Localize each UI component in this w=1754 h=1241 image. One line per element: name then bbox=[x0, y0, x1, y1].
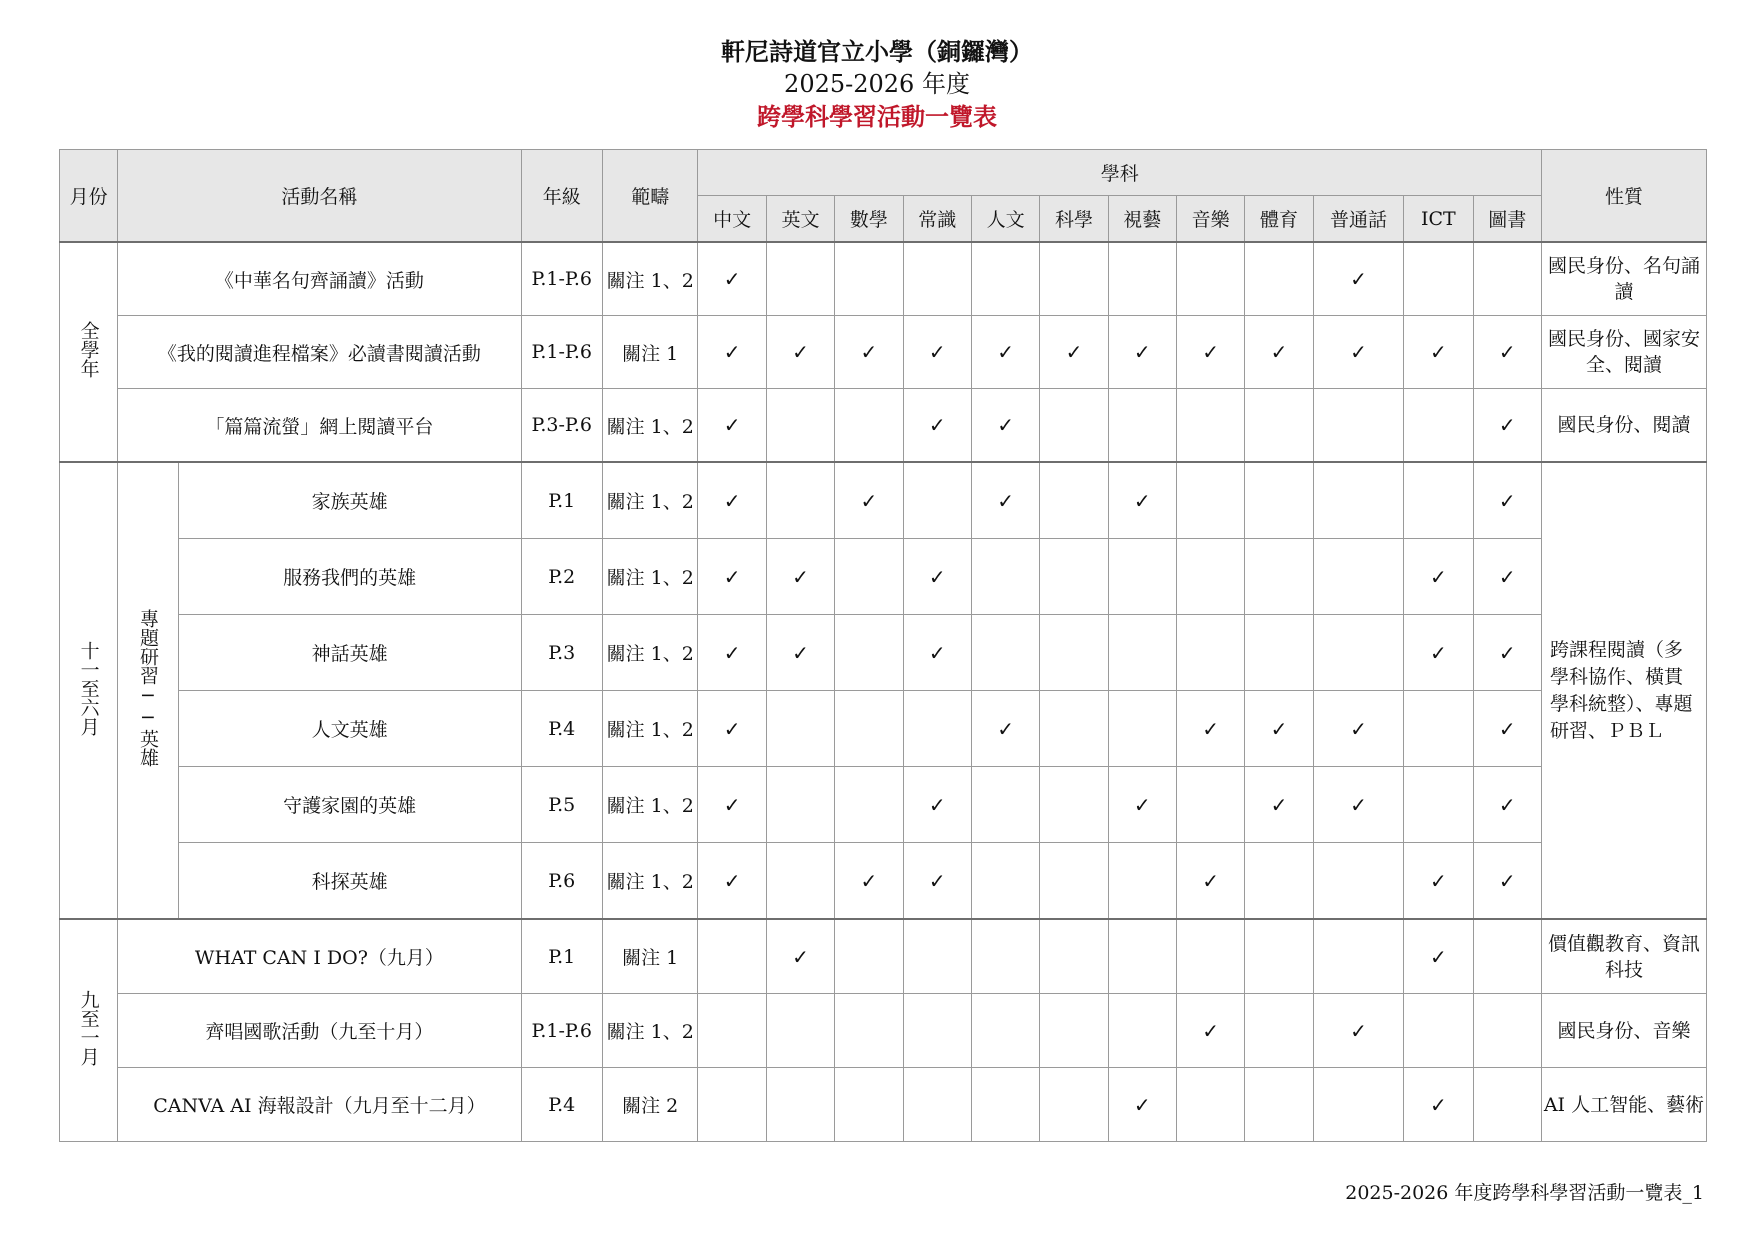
col-subject: 數學 bbox=[835, 196, 903, 243]
grade-cell: P.4 bbox=[521, 691, 602, 767]
subject-check: ✓ bbox=[1245, 767, 1313, 843]
subject-check bbox=[1245, 919, 1313, 994]
subject-check bbox=[1404, 691, 1473, 767]
subject-check: ✓ bbox=[903, 389, 971, 463]
subject-check bbox=[1176, 919, 1244, 994]
subject-check: ✓ bbox=[903, 843, 971, 920]
grade-cell: P.1 bbox=[521, 919, 602, 994]
subject-check: ✓ bbox=[1108, 316, 1176, 389]
subject-check bbox=[1176, 615, 1244, 691]
table-row bbox=[60, 767, 1707, 843]
table-row bbox=[60, 539, 1707, 615]
subject-check bbox=[766, 389, 834, 463]
subject-check: ✓ bbox=[1404, 843, 1473, 920]
col-subject: ICT bbox=[1404, 196, 1473, 243]
subject-check: ✓ bbox=[698, 242, 766, 316]
section-project-learning bbox=[60, 462, 1707, 919]
subject-check: ✓ bbox=[766, 539, 834, 615]
nature-cell: 國民身份、音樂 bbox=[1541, 994, 1706, 1068]
subject-check: ✓ bbox=[971, 462, 1039, 539]
subject-check bbox=[835, 691, 903, 767]
subject-check bbox=[903, 994, 971, 1068]
month-cell: 九至一月 bbox=[60, 919, 118, 1142]
activity-name: 神話英雄 bbox=[178, 615, 521, 691]
activity-name: 《我的閱讀進程檔案》必讀書閱讀活動 bbox=[118, 316, 521, 389]
subject-check bbox=[1040, 539, 1108, 615]
section-full-year bbox=[60, 242, 1707, 462]
document-header bbox=[0, 36, 1754, 134]
subject-check: ✓ bbox=[1473, 691, 1541, 767]
subject-check bbox=[903, 919, 971, 994]
col-grade: 年級 bbox=[521, 150, 602, 243]
table-row bbox=[60, 919, 1707, 994]
subject-check: ✓ bbox=[698, 843, 766, 920]
nature-cell: 跨課程閱讀（多學科協作、橫貫學科統整）、專題研習、ＰＢＬ bbox=[1541, 462, 1706, 919]
subject-check bbox=[835, 389, 903, 463]
subject-check: ✓ bbox=[1473, 316, 1541, 389]
col-subject: 體育 bbox=[1245, 196, 1313, 243]
subject-check bbox=[1473, 1068, 1541, 1142]
subject-check bbox=[971, 615, 1039, 691]
subject-check bbox=[1040, 462, 1108, 539]
col-scope: 範疇 bbox=[602, 150, 698, 243]
subject-check: ✓ bbox=[1404, 539, 1473, 615]
subject-check bbox=[1040, 919, 1108, 994]
table-row bbox=[60, 242, 1707, 316]
activity-name: 「篇篇流螢」網上閱讀平台 bbox=[118, 389, 521, 463]
subject-check: ✓ bbox=[1108, 462, 1176, 539]
school-name: 軒尼詩道官立小學（銅鑼灣） bbox=[721, 37, 1033, 66]
subject-check: ✓ bbox=[1108, 767, 1176, 843]
subject-check: ✓ bbox=[903, 316, 971, 389]
subject-check bbox=[1245, 994, 1313, 1068]
col-subject: 普通話 bbox=[1313, 196, 1403, 243]
subject-check bbox=[971, 1068, 1039, 1142]
subject-check bbox=[1245, 389, 1313, 463]
subject-check bbox=[1176, 539, 1244, 615]
subject-check bbox=[766, 767, 834, 843]
subject-check: ✓ bbox=[698, 615, 766, 691]
subject-check: ✓ bbox=[1473, 843, 1541, 920]
table-row bbox=[60, 1068, 1707, 1142]
subject-check bbox=[1313, 389, 1403, 463]
subject-check: ✓ bbox=[1040, 316, 1108, 389]
subject-check: ✓ bbox=[1404, 1068, 1473, 1142]
table-row bbox=[60, 691, 1707, 767]
col-activity: 活動名稱 bbox=[118, 150, 521, 243]
subject-check: ✓ bbox=[698, 462, 766, 539]
table-header bbox=[60, 150, 1707, 243]
subject-check: ✓ bbox=[903, 767, 971, 843]
subject-check bbox=[1313, 462, 1403, 539]
subject-check bbox=[971, 539, 1039, 615]
subject-check bbox=[1108, 919, 1176, 994]
subject-check: ✓ bbox=[1404, 316, 1473, 389]
subject-check bbox=[903, 242, 971, 316]
subject-check bbox=[903, 691, 971, 767]
subject-check bbox=[1404, 389, 1473, 463]
subject-check bbox=[1040, 994, 1108, 1068]
subject-check bbox=[1040, 767, 1108, 843]
subject-check bbox=[1313, 1068, 1403, 1142]
col-subject: 中文 bbox=[698, 196, 766, 243]
subject-check bbox=[971, 242, 1039, 316]
subject-check bbox=[1040, 615, 1108, 691]
subject-check bbox=[1313, 919, 1403, 994]
activity-name: 服務我們的英雄 bbox=[178, 539, 521, 615]
subject-check bbox=[1040, 242, 1108, 316]
col-subject: 科學 bbox=[1040, 196, 1108, 243]
subject-check: ✓ bbox=[766, 615, 834, 691]
subject-check bbox=[1108, 539, 1176, 615]
subject-check bbox=[835, 767, 903, 843]
activity-name: 家族英雄 bbox=[178, 462, 521, 539]
col-month: 月份 bbox=[60, 150, 118, 243]
scope-cell: 關注 1、2 bbox=[602, 462, 698, 539]
activity-name: WHAT CAN I DO?（九月） bbox=[118, 919, 521, 994]
subject-check bbox=[1040, 691, 1108, 767]
subject-check bbox=[971, 843, 1039, 920]
subject-check bbox=[766, 242, 834, 316]
subject-check bbox=[835, 539, 903, 615]
subject-check bbox=[903, 1068, 971, 1142]
activity-name: 人文英雄 bbox=[178, 691, 521, 767]
subject-check: ✓ bbox=[1404, 615, 1473, 691]
nature-cell: 國民身份、名句誦讀 bbox=[1541, 242, 1706, 316]
subject-check: ✓ bbox=[1473, 389, 1541, 463]
subject-check bbox=[1245, 843, 1313, 920]
subject-check: ✓ bbox=[835, 316, 903, 389]
nature-cell: AI 人工智能、藝術 bbox=[1541, 1068, 1706, 1142]
subject-check bbox=[1176, 1068, 1244, 1142]
grade-cell: P.2 bbox=[521, 539, 602, 615]
subject-check: ✓ bbox=[1108, 1068, 1176, 1142]
subject-check bbox=[1313, 615, 1403, 691]
scope-cell: 關注 1、2 bbox=[602, 767, 698, 843]
subject-check bbox=[835, 1068, 903, 1142]
subject-check: ✓ bbox=[1176, 316, 1244, 389]
subject-check: ✓ bbox=[698, 767, 766, 843]
subject-check: ✓ bbox=[1176, 691, 1244, 767]
subject-check bbox=[1473, 242, 1541, 316]
subject-check bbox=[1404, 767, 1473, 843]
grade-cell: P.1-P.6 bbox=[521, 316, 602, 389]
subject-check bbox=[1176, 462, 1244, 539]
subject-check bbox=[1245, 1068, 1313, 1142]
scope-cell: 關注 1、2 bbox=[602, 389, 698, 463]
nature-cell: 國民身份、閱讀 bbox=[1541, 389, 1706, 463]
subject-check: ✓ bbox=[971, 389, 1039, 463]
subject-check bbox=[1473, 919, 1541, 994]
school-year: 2025-2026 年度 bbox=[784, 70, 970, 98]
table-row bbox=[60, 316, 1707, 389]
subject-check: ✓ bbox=[835, 462, 903, 539]
scope-cell: 關注 1 bbox=[602, 316, 698, 389]
scope-cell: 關注 1、2 bbox=[602, 539, 698, 615]
subject-check bbox=[1108, 389, 1176, 463]
grade-cell: P.3 bbox=[521, 615, 602, 691]
subject-check bbox=[1108, 691, 1176, 767]
col-subject: 音樂 bbox=[1176, 196, 1244, 243]
subject-check bbox=[698, 919, 766, 994]
subject-check bbox=[1404, 242, 1473, 316]
grade-cell: P.6 bbox=[521, 843, 602, 920]
scope-cell: 關注 1 bbox=[602, 919, 698, 994]
activity-name: 科探英雄 bbox=[178, 843, 521, 920]
scope-cell: 關注 1、2 bbox=[602, 242, 698, 316]
subject-check: ✓ bbox=[971, 691, 1039, 767]
scope-cell: 關注 1、2 bbox=[602, 994, 698, 1068]
subject-check: ✓ bbox=[1313, 994, 1403, 1068]
subject-check: ✓ bbox=[698, 691, 766, 767]
subject-check bbox=[1176, 242, 1244, 316]
subject-check bbox=[1473, 994, 1541, 1068]
subject-check: ✓ bbox=[835, 843, 903, 920]
col-subject: 視藝 bbox=[1108, 196, 1176, 243]
group-cell: 專題研習──英雄 bbox=[118, 462, 178, 919]
document-title: 跨學科學習活動一覽表 bbox=[757, 102, 997, 131]
subject-check bbox=[971, 994, 1039, 1068]
nature-cell: 國民身份、國家安全、閱讀 bbox=[1541, 316, 1706, 389]
subject-check: ✓ bbox=[766, 316, 834, 389]
col-subject: 人文 bbox=[971, 196, 1039, 243]
subject-check bbox=[1404, 994, 1473, 1068]
subject-check bbox=[698, 1068, 766, 1142]
grade-cell: P.1-P.6 bbox=[521, 242, 602, 316]
grade-cell: P.1-P.6 bbox=[521, 994, 602, 1068]
page-footer: 2025-2026 年度跨學科學習活動一覽表_1 bbox=[1345, 1182, 1704, 1204]
grade-cell: P.3-P.6 bbox=[521, 389, 602, 463]
scope-cell: 關注 1、2 bbox=[602, 843, 698, 920]
activity-table bbox=[59, 149, 1707, 1142]
subject-check bbox=[766, 462, 834, 539]
subject-check: ✓ bbox=[1404, 919, 1473, 994]
subject-check: ✓ bbox=[1313, 691, 1403, 767]
subject-check: ✓ bbox=[698, 389, 766, 463]
month-cell: 全學年 bbox=[60, 242, 118, 462]
subject-check bbox=[766, 994, 834, 1068]
table-row bbox=[60, 994, 1707, 1068]
activity-name: 齊唱國歌活動（九至十月） bbox=[118, 994, 521, 1068]
section-sep-jan bbox=[60, 919, 1707, 1142]
subject-check: ✓ bbox=[698, 539, 766, 615]
activity-name: CANVA AI 海報設計（九月至十二月） bbox=[118, 1068, 521, 1142]
subject-check: ✓ bbox=[1313, 316, 1403, 389]
subject-check: ✓ bbox=[1176, 994, 1244, 1068]
subject-check bbox=[1108, 615, 1176, 691]
table-row bbox=[60, 615, 1707, 691]
subject-check: ✓ bbox=[1473, 767, 1541, 843]
table-row bbox=[60, 462, 1707, 539]
subject-check bbox=[1245, 539, 1313, 615]
subject-check bbox=[1404, 462, 1473, 539]
subject-check bbox=[1040, 843, 1108, 920]
grade-cell: P.4 bbox=[521, 1068, 602, 1142]
subject-check bbox=[835, 919, 903, 994]
subject-check bbox=[766, 843, 834, 920]
subject-check: ✓ bbox=[1313, 767, 1403, 843]
col-nature: 性質 bbox=[1541, 150, 1706, 243]
subject-check: ✓ bbox=[1176, 843, 1244, 920]
subject-check bbox=[1313, 539, 1403, 615]
subject-check bbox=[835, 615, 903, 691]
subject-check bbox=[1108, 242, 1176, 316]
grade-cell: P.1 bbox=[521, 462, 602, 539]
col-subject: 常識 bbox=[903, 196, 971, 243]
col-subject: 英文 bbox=[766, 196, 834, 243]
subject-check: ✓ bbox=[903, 615, 971, 691]
subject-check bbox=[1313, 843, 1403, 920]
subject-check: ✓ bbox=[1473, 615, 1541, 691]
subject-check: ✓ bbox=[698, 316, 766, 389]
activity-name: 《中華名句齊誦讀》活動 bbox=[118, 242, 521, 316]
subject-check bbox=[1245, 242, 1313, 316]
subject-check bbox=[971, 767, 1039, 843]
subject-check bbox=[835, 994, 903, 1068]
subject-check bbox=[1040, 389, 1108, 463]
col-subject: 圖書 bbox=[1473, 196, 1541, 243]
subject-check bbox=[1245, 462, 1313, 539]
subject-check: ✓ bbox=[903, 539, 971, 615]
subject-check bbox=[766, 691, 834, 767]
scope-cell: 關注 2 bbox=[602, 1068, 698, 1142]
subject-check bbox=[1108, 843, 1176, 920]
subject-check: ✓ bbox=[1473, 462, 1541, 539]
subject-check: ✓ bbox=[766, 919, 834, 994]
col-subjects-group: 學科 bbox=[698, 150, 1541, 196]
activity-name: 守護家園的英雄 bbox=[178, 767, 521, 843]
month-cell: 十一至六月 bbox=[60, 462, 118, 919]
subject-check bbox=[698, 994, 766, 1068]
subject-check bbox=[1040, 1068, 1108, 1142]
scope-cell: 關注 1、2 bbox=[602, 691, 698, 767]
grade-cell: P.5 bbox=[521, 767, 602, 843]
subject-check bbox=[835, 242, 903, 316]
subject-check bbox=[766, 1068, 834, 1142]
subject-check bbox=[1176, 389, 1244, 463]
table-row bbox=[60, 389, 1707, 463]
subject-check bbox=[903, 462, 971, 539]
subject-check: ✓ bbox=[1473, 539, 1541, 615]
table-row bbox=[60, 843, 1707, 920]
subject-check bbox=[1108, 994, 1176, 1068]
nature-cell: 價值觀教育、資訊科技 bbox=[1541, 919, 1706, 994]
scope-cell: 關注 1、2 bbox=[602, 615, 698, 691]
subject-check: ✓ bbox=[1245, 691, 1313, 767]
subject-check bbox=[1176, 767, 1244, 843]
subject-check bbox=[971, 919, 1039, 994]
subject-check: ✓ bbox=[1313, 242, 1403, 316]
subject-check bbox=[1245, 615, 1313, 691]
subject-check: ✓ bbox=[1245, 316, 1313, 389]
subject-check: ✓ bbox=[971, 316, 1039, 389]
